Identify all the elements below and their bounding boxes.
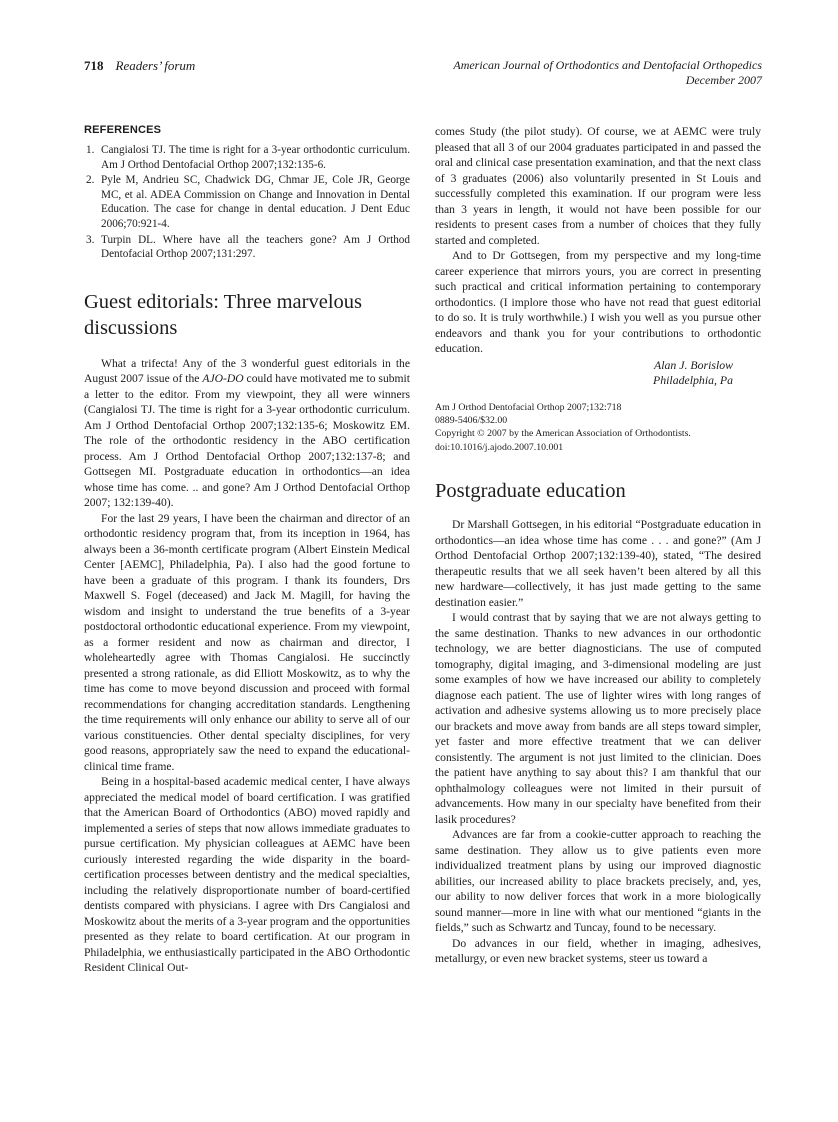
citation-issn-line: 0889-5406/$32.00 [435, 414, 508, 426]
article-title-postgraduate-education: Postgraduate education [435, 480, 626, 503]
reference-number: 1. [86, 144, 95, 156]
two-column-layout [84, 124, 762, 976]
issue-date: December 2007 [685, 73, 762, 87]
paragraph: For the last 29 years, I have been the chairman and director of an orthodontic residency program that, from its inception in 1964, has always been a 36-month certificate program (Albert Einstein Medical Center [AEMC], Philadelphia, Pa). I also had the good fortune to have been a graduate of this program. I thank its founders, Drs Maxwell S. Fogel (deceased) and Jack M. Magill, for having the wisdom and insight to understand the true benefits of a 3-year postdoctoral orthodontic educational experience. From my viewpoint, as a former resident and now as chairman and director, I wholeheartedly agree with Thomas Cangialosi. He succinctly presented a strong rationale, as did Elliott Moskowitz, as to why the time has come to move beyond discussion and proceed with formal recommendations for changing accreditation standards. Lengthening the time requirements will only enhance our ability to serve all of our various constituencies. Other dental specialty disciplines, for very good reasons, appropriately saw the need to expand the educational-clinical time frame. [84, 511, 410, 773]
running-head [84, 58, 762, 88]
author-signature [435, 358, 761, 389]
reference-text: Cangialosi TJ. The time is right for a 3-year orthodontic curriculum. Am J Orthod Dentofacial Orthop 2007;132:135-6. [101, 144, 410, 171]
paragraph-continuation: comes Study (the pilot study). Of course, we at AEMC were truly pleased that all 3 of our 2004 graduates participated in and passed the oral and clinical case presentation examination, and that the next class of 3 graduates (2006) also voluntarily presented in St Louis and successfully completed this examination. If our program were less than 3 years in length, it would not have been possible for our residents to present cases from a number of choices that they fully started and completed. [435, 125, 761, 247]
section-title: Readers’ forum [115, 58, 196, 73]
author-location: Philadelphia, Pa [653, 373, 733, 387]
citation-block [435, 401, 761, 455]
running-head-right [453, 58, 762, 88]
paragraph: Do advances in our field, whether in imaging, adhesives, metallurgy, or even new bracket systems, steer us toward a [435, 936, 761, 966]
author-name: Alan J. Borislow [654, 357, 733, 372]
paragraph: And to Dr Gottsegen, from my perspective and my long-time career experience that mirrors yours, you are correct in presenting such practical and critical information pertaining to contemporary orthodontics. (I implore those who have not read that guest editorial to do so. It is truly worthwhile.) I wish you well as you pursue other endeavors and thank you for your contributions to orthodontic education. [435, 249, 761, 355]
reference-number: 3. [86, 233, 95, 246]
paragraph: Dr Marshall Gottsegen, in his editorial “Postgraduate education in orthodontics—an idea whose time has come . . . and gone?” (Am J Orthod Dentofacial Orthop 2007;132:139-40), stated, “The desired therapeutic results that we all seek haven’t been altered by all this new hardware—collectively, it has just made getting to the same destination easier.” [435, 518, 761, 609]
article-title-guest-editorials: Guest editorials: Three marvelous discussions [84, 290, 363, 339]
paragraph: I would contrast that by saying that we are not always getting to the same destination. Thanks to new advances in our orthodontic technology, we are better diagnosticians. The use of computed tomography, digital imaging, and 3-dimensional modeling are just some examples of how we have increased our ability to completely diagnose each patient. The use of lighter wires with long ranges of activation and adhesive systems allowing us to more precisely place our brackets and move away from bands are all steps toward simpler, yet faster and more effective treatment that we can deliver consistently. The argument is not just limited to the clinician. Does the patient have anything to say about this? I am thankful that our ophthalmology colleagues were not limited in their pursuit of advancements. How many in our specialty have benefited from their lasik procedures? [435, 611, 761, 826]
reference-text: Turpin DL. Where have all the teachers gone? Am J Orthod Dentofacial Orthop 2007;131:297. [101, 233, 410, 261]
reference-item [84, 173, 410, 231]
reference-number: 2. [86, 174, 95, 187]
paragraph [84, 356, 410, 511]
reference-item [84, 143, 410, 172]
citation-doi-line: doi:10.1016/j.ajodo.2007.10.001 [435, 441, 564, 453]
left-column [84, 124, 410, 976]
page-number: 718 [84, 58, 104, 73]
paragraph: Being in a hospital-based academic medical center, I have always appreciated the medical model of board certification. I was gratified that the American Board of Orthodontics (ABO) moved rapidly and implemented a series of steps that now allows immediate graduates to pursue certification. My physician colleagues at AEMC have been curiously interested regarding the wide disparity in the board-certification processes between dentistry and the medical specialties, including the relatively disproportionate number of board-certified dentists compared with physicians. I agree with Drs Cangialosi and Moskowitz about the merits of a 3-year program and the opportunities presented as they relate to board certification. At our program in Philadelphia, we enthusiastically participated in the ABO Orthodontic Resident Clinical Out- [84, 775, 410, 975]
paragraph-text: What a trifecta! Any of the 3 wonderful guest editorials in the August 2007 issue of the [84, 356, 410, 386]
references-heading: REFERENCES [84, 124, 162, 136]
paragraph: Advances are far from a cookie-cutter approach to reaching the same destination. They allow us to give patients even more individualized treatment plans by using our improved diagnostic abilities, our increased ability to place brackets precisely, and, yes, our ability to now deliver forces that work in a more biologically sound manner—more in line with what our mentioned “giants in the fields,” such as Schwartz and Tuncay, found to be necessary. [435, 828, 761, 935]
reference-text: Pyle M, Andrieu SC, Chadwick DG, Chmar JE, Cole JR, George MC, et al. ADEA Commission on Change and Innovation in Dental Education. The case for change in dental education. J Dent Educ 2006;70:921-4. [101, 174, 410, 230]
reference-item [84, 233, 410, 262]
journal-abbrev-italic: AJO-DO [202, 372, 244, 386]
right-column [435, 124, 761, 976]
citation-copyright-line: Copyright © 2007 by the American Association of Orthodontists. [435, 428, 691, 440]
page-content [84, 58, 762, 976]
paragraph-text: could have motivated me to submit a letter to the editor. From my viewpoint, they all were winners (Cangialosi TJ. The time is right for a 3-year orthodontic curriculum. Am J Orthod Dentofacial Orthop 2007;132:135-6; Moskowitz EM. The role of the orthodontic residency in the ABO certification process. Am J Orthod Dentofacial Orthop 2007;132:137-8; and Gottsegen MI. Postgraduate education in orthodontics—an idea whose time has come. .. and gone? Am J Orthod Dentofacial Orthop 2007; 132:139-40). [84, 372, 410, 510]
citation-journal-line: Am J Orthod Dentofacial Orthop 2007;132:718 [435, 401, 622, 413]
running-head-left [84, 58, 195, 73]
journal-name: American Journal of Orthodontics and Dentofacial Orthopedics [453, 58, 762, 72]
